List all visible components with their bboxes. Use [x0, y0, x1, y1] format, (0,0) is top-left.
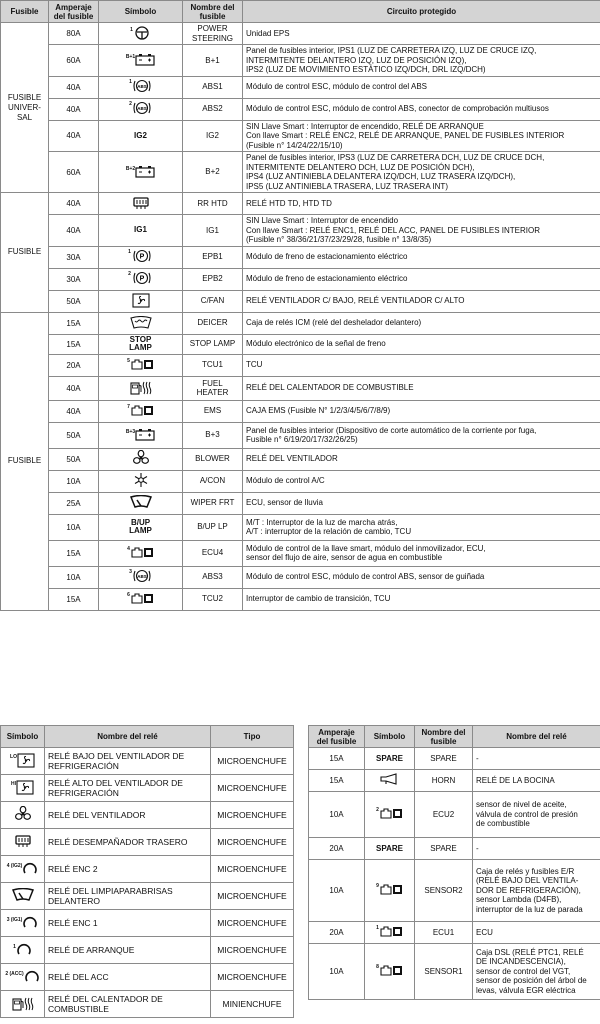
- fuse-group-label: FUSIBLE UNIVER- SAL: [1, 23, 49, 193]
- fuse-circuit: M/T : Interruptor de la luz de marcha atrás, A/T : interruptor de la relación de cambio, TCU: [243, 514, 600, 540]
- cooling-fan-icon: [16, 779, 34, 797]
- symbol-cell: [99, 268, 183, 290]
- spare-amperage: 15A: [309, 770, 365, 792]
- relay-header-name: Nombre del relé: [45, 726, 211, 748]
- fuse-circuit: RELÉ VENTILADOR C/ BAJO, RELÉ VENTILADOR C/ ALTO: [243, 290, 600, 312]
- rear-defrost-icon: [14, 834, 32, 850]
- symbol-index: 4 (IG2): [6, 863, 23, 869]
- fuse-amperage: 40A: [49, 76, 99, 98]
- fuse-amperage: 10A: [49, 514, 99, 540]
- abs-icon: [132, 78, 152, 96]
- relay-type: MICROENCHUFE: [211, 748, 294, 775]
- fuse-circuit: Módulo de control A/C: [243, 470, 600, 492]
- fuse-amperage: 30A: [49, 246, 99, 268]
- fuse-group-label: FUSIBLE: [1, 312, 49, 610]
- battery-icon: [135, 53, 155, 68]
- fuse-amperage: 40A: [49, 376, 99, 400]
- symbol-cell: [1, 991, 45, 1018]
- symbol-index: 9: [376, 883, 379, 890]
- symbol-cell: [99, 540, 183, 566]
- symbol-cell: [365, 838, 415, 860]
- symbol-index: 1: [376, 925, 379, 932]
- fuse-row: [1, 448, 600, 470]
- symbol-cell: [99, 422, 183, 448]
- fuse-circuit: SIN Llave Smart : Interruptor de encendido Con llave Smart : RELÉ ENC1, RELÉ DEL ACC, PANEL DE FUSIBLES INTERIOR (Fusible n° 38/36/21/37/23/29/28, fusible n° 13/8/35): [243, 215, 600, 247]
- battery-icon: [135, 428, 155, 443]
- parking-brake-icon: [131, 270, 153, 288]
- fuse-row: [1, 76, 600, 98]
- svg-text:ABS: ABS: [137, 106, 147, 111]
- fuse-circuit: Panel de fusibles interior, IPS1 (LUZ DE CARRETERA IZQ, LUZ DE CRUCE IZQ, INTERMITENTE DELANTERO IZQ, LUZ DE POSICIÓN IZQ), IPS2 (LUZ DE MOVIMIENTO ESTÁTICO IZQ/DCH, DRL IZQ/DCH): [243, 45, 600, 77]
- spare-fuse-table: [308, 725, 600, 1000]
- engine-ecu-icon: [130, 591, 154, 607]
- ignition-icon: [16, 942, 32, 958]
- fuse-row: [1, 376, 600, 400]
- relay-name: RELÉ BAJO DEL VENTILADOR DE REFRIGERACIÓN: [45, 748, 211, 775]
- fuse-circuit: Módulo de control de la llave smart, módulo del inmovilizador, ECU, sensor del flujo de aire, sensor de agua en combustible: [243, 540, 600, 566]
- ac-snowflake-icon: [133, 472, 149, 490]
- fuse-row: [1, 290, 600, 312]
- engine-ecu-icon: [379, 963, 403, 980]
- spare-relay-name: sensor de nivel de aceite, válvula de control de presión de combustible: [473, 792, 600, 838]
- fuse-circuit: SIN Llave Smart : Interruptor de encendido, RELÉ DE ARRANQUE Con llave Smart : RELÉ ENC2, RELÉ DE ARRANQUE, PANEL DE FUSIBLES INTERIOR (Fusible n° 14/24/22/15/10): [243, 120, 600, 152]
- fuse-circuit: Módulo de freno de estacionamiento eléctrico: [243, 246, 600, 268]
- symbol-cell: [1, 964, 45, 991]
- fuse-amperage: 60A: [49, 152, 99, 193]
- symbol-index: HI: [11, 781, 16, 787]
- symbol-cell: [1, 802, 45, 829]
- relay-name: RELÉ DEL VENTILADOR: [45, 802, 211, 829]
- symbol-index: 3 (IG1): [6, 917, 23, 923]
- fuse-amperage: 40A: [49, 400, 99, 422]
- fuse-amperage: 40A: [49, 120, 99, 152]
- relay-table: [0, 725, 294, 1018]
- symbol-index: 1: [129, 79, 132, 85]
- fuse-circuit: CAJA EMS (Fusible N° 1/2/3/4/5/6/7/8/9): [243, 400, 600, 422]
- spare-fuse-name: SPARE: [415, 838, 473, 860]
- fuse-row: [1, 540, 600, 566]
- symbol-cell: [99, 470, 183, 492]
- fuse-row: [1, 566, 600, 588]
- relay-type: MICROENCHUFE: [211, 802, 294, 829]
- fuse-name: ABS3: [183, 566, 243, 588]
- spare-row: [309, 770, 600, 792]
- symbol-index: 2: [129, 101, 132, 107]
- symbol-cell: [365, 922, 415, 944]
- fuse-name: TCU1: [183, 354, 243, 376]
- spare-fuse-name: ECU1: [415, 922, 473, 944]
- ignition-icon: [24, 969, 40, 985]
- fuse-row: [1, 312, 600, 334]
- engine-ecu-icon: [379, 882, 403, 899]
- spare-row: [309, 748, 600, 770]
- engine-ecu-icon: [379, 924, 403, 941]
- relay-type: MICROENCHUFE: [211, 856, 294, 883]
- relay-row: [1, 856, 294, 883]
- fuse-amperage: 50A: [49, 422, 99, 448]
- engine-ecu-icon: [130, 545, 154, 561]
- fuse-name: ECU4: [183, 540, 243, 566]
- relay-row: [1, 910, 294, 937]
- spare-row: [309, 944, 600, 1000]
- symbol-index: 2: [376, 807, 379, 814]
- fuse-name: B+1: [183, 45, 243, 77]
- fuel-heater-icon: [129, 380, 153, 397]
- battery-icon: [135, 165, 155, 180]
- spare-amperage: 15A: [309, 748, 365, 770]
- fuse-name: FUEL HEATER: [183, 376, 243, 400]
- fuse-circuit: Módulo electrónico de la señal de freno: [243, 334, 600, 354]
- fuse-row: [1, 422, 600, 448]
- spare-fuse-name: ECU2: [415, 792, 473, 838]
- symbol-index: 8: [376, 964, 379, 971]
- symbol-index: 5: [127, 358, 130, 364]
- fuse-amperage: 80A: [49, 23, 99, 45]
- spare-amperage: 10A: [309, 860, 365, 922]
- header-amperage: Amperaje del fusible: [49, 1, 99, 23]
- header-symbol: Símbolo: [99, 1, 183, 23]
- horn-icon: [379, 773, 401, 788]
- fuse-circuit: Módulo de freno de estacionamiento eléctrico: [243, 268, 600, 290]
- fuse-row: [1, 152, 600, 193]
- symbol-cell: [99, 246, 183, 268]
- fuse-row: [1, 514, 600, 540]
- symbol-index: 1: [128, 249, 131, 255]
- fuse-name: STOP LAMP: [183, 334, 243, 354]
- fuse-row: [1, 334, 600, 354]
- relay-type: MICROENCHUFE: [211, 964, 294, 991]
- fuse-row: [1, 354, 600, 376]
- relay-name: RELÉ DESEMPAÑADOR TRASERO: [45, 829, 211, 856]
- symbol-cell: [99, 45, 183, 77]
- relay-row: [1, 829, 294, 856]
- svg-text:P: P: [139, 275, 145, 283]
- fuse-circuit: RELÉ HTD TD, HTD TD: [243, 193, 600, 215]
- fuel-heater-icon: [11, 996, 35, 1013]
- relay-type: MICROENCHUFE: [211, 937, 294, 964]
- fuse-amperage: 40A: [49, 215, 99, 247]
- symbol-cell: [1, 775, 45, 802]
- fuse-amperage: 15A: [49, 334, 99, 354]
- spare-fuse-name: SENSOR1: [415, 944, 473, 1000]
- fuse-circuit: Caja de relés ICM (relé del deshelador delantero): [243, 312, 600, 334]
- symbol-index: 6: [127, 592, 130, 598]
- ignition-icon: [22, 861, 38, 877]
- fuse-amperage: 50A: [49, 290, 99, 312]
- fuse-row: [1, 246, 600, 268]
- abs-icon: [132, 100, 152, 118]
- fuse-amperage: 15A: [49, 588, 99, 610]
- spare-fuse-name: SENSOR2: [415, 860, 473, 922]
- symbol-cell: [365, 792, 415, 838]
- symbol-cell: [99, 492, 183, 514]
- spare-table-header: [309, 726, 600, 748]
- fuse-circuit: Interruptor de cambio de transición, TCU: [243, 588, 600, 610]
- symbol-cell: [365, 860, 415, 922]
- fuse-name: TCU2: [183, 588, 243, 610]
- blower-icon: [132, 450, 150, 468]
- fuse-name: IG1: [183, 215, 243, 247]
- header-fuse: Fusible: [1, 1, 49, 23]
- fuse-name: POWER STEERING: [183, 23, 243, 45]
- cooling-fan-icon: [17, 752, 35, 770]
- relay-row: [1, 937, 294, 964]
- fuse-name: A/CON: [183, 470, 243, 492]
- cooling-fan-icon: [132, 292, 150, 310]
- relay-row: [1, 991, 294, 1018]
- fuse-name: B+3: [183, 422, 243, 448]
- symbol-index: 2 (ACC): [5, 971, 24, 977]
- symbol-cell: [1, 937, 45, 964]
- relay-name: RELÉ DE ARRANQUE: [45, 937, 211, 964]
- relay-row: [1, 748, 294, 775]
- fuse-name: WIPER FRT: [183, 492, 243, 514]
- fuse-circuit: ECU, sensor de lluvia: [243, 492, 600, 514]
- symbol-cell: [365, 944, 415, 1000]
- symbol-text: B/UP LAMP: [129, 518, 152, 535]
- fuse-circuit: RELÉ DEL CALENTADOR DE COMBUSTIBLE: [243, 376, 600, 400]
- spare-amperage: 20A: [309, 838, 365, 860]
- fuse-circuit: Panel de fusibles interior, IPS3 (LUZ DE CARRETERA DCH, LUZ DE CRUCE DCH, INTERMITENTE DELANTERO DCH, LUZ DE POSICIÓN DCH), IPS4 (LUZ ANTINIEBLA DELANTERA IZQ/DCH, LUZ TRASERA IZQ/DCH), IPS5 (LUZ ANTINIEBLA TRASERA, LUZ TRASERA INT): [243, 152, 600, 193]
- fuse-circuit: TCU: [243, 354, 600, 376]
- symbol-cell: [1, 856, 45, 883]
- fuse-amperage: 10A: [49, 566, 99, 588]
- fuse-row: [1, 215, 600, 247]
- fuse-row: [1, 193, 600, 215]
- svg-text:ABS: ABS: [137, 574, 147, 579]
- abs-icon: [132, 568, 152, 586]
- symbol-cell: [99, 120, 183, 152]
- fuse-name: RR HTD: [183, 193, 243, 215]
- fuse-name: EPB1: [183, 246, 243, 268]
- fuse-amperage: 20A: [49, 354, 99, 376]
- symbol-cell: [365, 748, 415, 770]
- engine-ecu-icon: [379, 806, 403, 823]
- relay-type: MINIENCHUFE: [211, 991, 294, 1018]
- relay-name: RELÉ DEL LIMPIAPARABRISAS DELANTERO: [45, 883, 211, 910]
- symbol-text: STOP LAMP: [129, 335, 152, 352]
- relay-row: [1, 964, 294, 991]
- relay-type: MICROENCHUFE: [211, 775, 294, 802]
- relay-table-header: [1, 726, 294, 748]
- spare-relay-name: RELÉ DE LA BOCINA: [473, 770, 600, 792]
- fuse-name: IG2: [183, 120, 243, 152]
- symbol-cell: [99, 98, 183, 120]
- symbol-text: SPARE: [376, 843, 403, 853]
- relay-row: [1, 883, 294, 910]
- fuse-row: [1, 400, 600, 422]
- fuse-group-label: FUSIBLE: [1, 193, 49, 313]
- relay-name: RELÉ ENC 1: [45, 910, 211, 937]
- engine-ecu-icon: [130, 357, 154, 373]
- fuse-amperage: 60A: [49, 45, 99, 77]
- steering-wheel-icon: [133, 26, 151, 42]
- header-circuit: Circuito protegido: [243, 1, 600, 23]
- symbol-cell: [365, 770, 415, 792]
- engine-ecu-icon: [130, 403, 154, 419]
- fuse-name: DEICER: [183, 312, 243, 334]
- relay-name: RELÉ ALTO DEL VENTILADOR DE REFRIGERACIÓN: [45, 775, 211, 802]
- fuse-circuit: Módulo de control ESC, módulo de control ABS, conector de comprobación multiusos: [243, 98, 600, 120]
- symbol-text: IG2: [134, 130, 147, 140]
- relay-name: RELÉ ENC 2: [45, 856, 211, 883]
- symbol-cell: [99, 215, 183, 247]
- blower-icon: [14, 806, 32, 824]
- fuse-row: [1, 45, 600, 77]
- symbol-index: B+3: [125, 428, 136, 435]
- header-fuse-name: Nombre del fusible: [183, 1, 243, 23]
- spare-amperage: 20A: [309, 922, 365, 944]
- symbol-cell: [99, 400, 183, 422]
- symbol-index: B+1: [125, 53, 136, 60]
- fuse-amperage: 40A: [49, 193, 99, 215]
- symbol-cell: [99, 76, 183, 98]
- symbol-index: 1: [13, 944, 16, 950]
- fuse-amperage: 50A: [49, 448, 99, 470]
- fuse-row: [1, 23, 600, 45]
- spare-amperage: 10A: [309, 792, 365, 838]
- symbol-text: SPARE: [376, 753, 403, 763]
- fuse-name: B/UP LP: [183, 514, 243, 540]
- front-deicer-icon: [130, 316, 152, 331]
- fuse-name: BLOWER: [183, 448, 243, 470]
- symbol-index: B+2: [125, 165, 136, 172]
- symbol-cell: [99, 334, 183, 354]
- spare-row: [309, 792, 600, 838]
- relay-header-symbol: Símbolo: [1, 726, 45, 748]
- fuse-row: [1, 98, 600, 120]
- relay-row: [1, 775, 294, 802]
- fuse-name: ABS2: [183, 98, 243, 120]
- relay-type: MICROENCHUFE: [211, 883, 294, 910]
- symbol-text: IG1: [134, 225, 147, 235]
- spare-fuse-name: SPARE: [415, 748, 473, 770]
- parking-brake-icon: [131, 248, 153, 266]
- symbol-index: 4: [127, 546, 130, 552]
- fuse-name: EMS: [183, 400, 243, 422]
- symbol-cell: [99, 23, 183, 45]
- spare-header-fuse-name: Nombre del fusible: [415, 726, 473, 748]
- svg-text:ABS: ABS: [137, 84, 147, 89]
- symbol-index: 2: [128, 271, 131, 277]
- symbol-index: LO: [10, 754, 17, 760]
- symbol-cell: [1, 829, 45, 856]
- symbol-cell: [1, 883, 45, 910]
- spare-header-amperage: Amperaje del fusible: [309, 726, 365, 748]
- fuse-circuit: Módulo de control ESC, módulo de control ABS, sensor de guiñada: [243, 566, 600, 588]
- wiper-icon: [130, 495, 152, 511]
- svg-text:P: P: [139, 253, 145, 261]
- symbol-cell: [99, 354, 183, 376]
- fuse-amperage: 15A: [49, 312, 99, 334]
- fuse-amperage: 10A: [49, 470, 99, 492]
- symbol-index: 1: [130, 26, 133, 33]
- spare-row: [309, 860, 600, 922]
- symbol-cell: [99, 514, 183, 540]
- symbol-cell: [99, 588, 183, 610]
- symbol-cell: [1, 910, 45, 937]
- spare-relay-name: -: [473, 748, 600, 770]
- spare-fuse-name: HORN: [415, 770, 473, 792]
- spare-relay-name: -: [473, 838, 600, 860]
- symbol-cell: [99, 566, 183, 588]
- spare-row: [309, 922, 600, 944]
- symbol-cell: [99, 448, 183, 470]
- wiper-icon: [12, 888, 34, 904]
- fuse-row: [1, 470, 600, 492]
- relay-row: [1, 802, 294, 829]
- symbol-index: 7: [127, 404, 130, 410]
- relay-type: MICROENCHUFE: [211, 829, 294, 856]
- fuse-name: ABS1: [183, 76, 243, 98]
- symbol-cell: [1, 748, 45, 775]
- fuse-amperage: 15A: [49, 540, 99, 566]
- fuse-name: B+2: [183, 152, 243, 193]
- fuse-row: [1, 120, 600, 152]
- spare-amperage: 10A: [309, 944, 365, 1000]
- fuse-row: [1, 492, 600, 514]
- fuse-circuit: Módulo de control ESC, módulo de control del ABS: [243, 76, 600, 98]
- fuse-amperage: 25A: [49, 492, 99, 514]
- fuse-name: C/FAN: [183, 290, 243, 312]
- fuse-name: EPB2: [183, 268, 243, 290]
- spare-header-symbol: Símbolo: [365, 726, 415, 748]
- fuse-circuit: Panel de fusibles interior (Dispositivo de corte automático de la corriente por fuga, Fusible n° 6/19/20/17/32/26/25): [243, 422, 600, 448]
- spare-relay-name: Caja de relés y fusibles E/R (RELÉ BAJO DEL VENTILA- DOR DE REFRIGERACIÓN), sensor Lambda (D4FB), interruptor de la luz de parada: [473, 860, 600, 922]
- fuse-row: [1, 588, 600, 610]
- rear-defrost-icon: [132, 196, 150, 212]
- spare-relay-name: ECU: [473, 922, 600, 944]
- relay-header-type: Tipo: [211, 726, 294, 748]
- spare-header-relay-name: Nombre del relé: [473, 726, 600, 748]
- relay-type: MICROENCHUFE: [211, 910, 294, 937]
- fuse-circuit: RELÉ DEL VENTILADOR: [243, 448, 600, 470]
- symbol-cell: [99, 152, 183, 193]
- symbol-cell: [99, 312, 183, 334]
- relay-name: RELÉ DEL CALENTADOR DE COMBUSTIBLE: [45, 991, 211, 1018]
- fuse-row: [1, 268, 600, 290]
- fuse-amperage: 30A: [49, 268, 99, 290]
- fuse-circuit: Unidad EPS: [243, 23, 600, 45]
- fuse-table-header: [1, 1, 600, 23]
- symbol-cell: [99, 193, 183, 215]
- ignition-icon: [22, 915, 38, 931]
- symbol-index: 3: [129, 569, 132, 575]
- spare-row: [309, 838, 600, 860]
- spare-relay-name: Caja DSL (RELÉ PTC1, RELÉ DE INCANDESCENCIA), sensor de control del VGT, sensor de posición del árbol de levas, válvula EGR eléctrica: [473, 944, 600, 1000]
- symbol-cell: [99, 290, 183, 312]
- relay-name: RELÉ DEL ACC: [45, 964, 211, 991]
- fuse-amperage: 40A: [49, 98, 99, 120]
- symbol-cell: [99, 376, 183, 400]
